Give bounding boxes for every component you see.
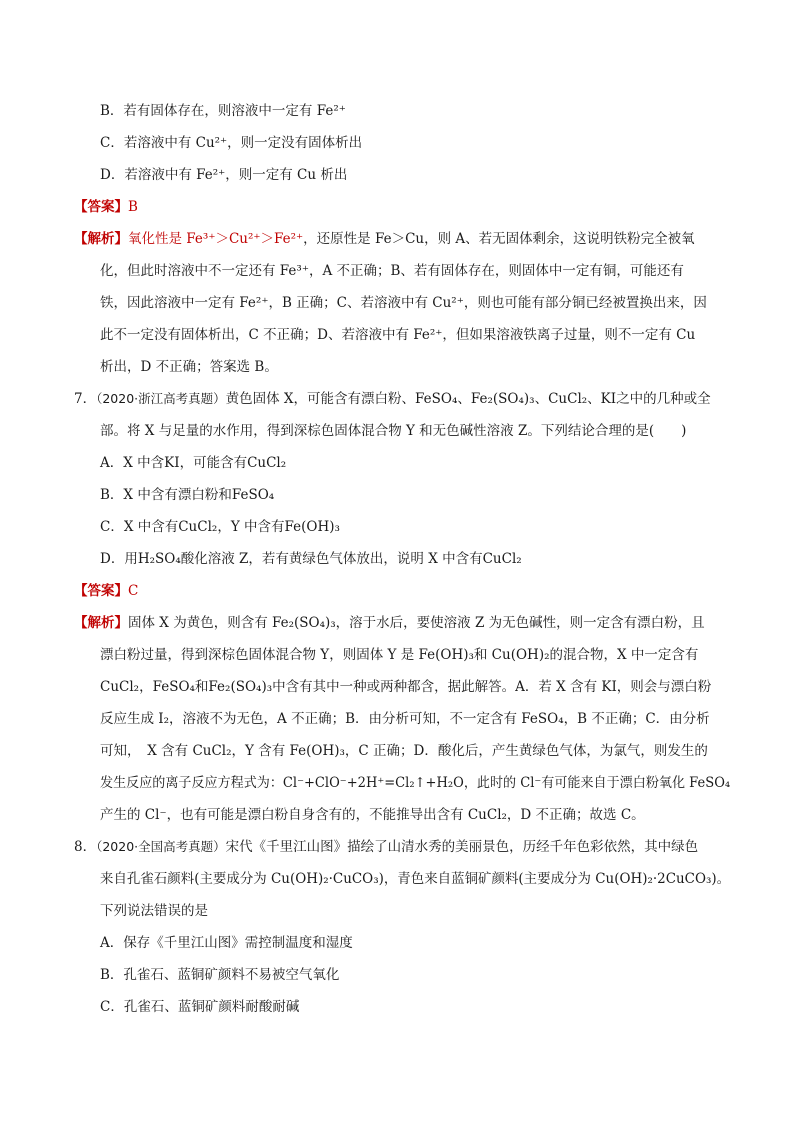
q7-option-a: A．X 中含KI，可能含有CuCl₂ [100,455,287,471]
q8-option-c: C．孔雀石、蓝铜矿颜料耐酸耐碱 [100,999,300,1015]
answer-tag: 【答案】 [74,199,128,215]
q8-stem-line-1 [74,837,698,857]
q6-option-d: D．若溶液中有 Fe²⁺，则一定有 Cu 析出 [100,167,348,183]
analysis-text: 固体 X 为黄色，则含有 Fe₂(SO₄)₃，溶于水后，要使溶液 Z 为无色碱性，则一定含有漂白粉，且 [128,615,705,631]
q7-analysis-line-6: 发生反应的离子反应方程式为：Cl⁻+ClO⁻+2H⁺=Cl₂↑+H₂O，此时的 Cl⁻有可能来自于漂白粉氧化 FeSO₄ [100,775,731,791]
q7-analysis-line-2: 漂白粉过量，得到深棕色固体混合物 Y，则固体 Y 是 Fe(OH)₃和 Cu(OH)₂的混合物，X 中一定含有 [100,647,699,663]
q6-option-c: C．若溶液中有 Cu²⁺，则一定没有固体析出 [100,135,363,151]
q8-stem-line-3: 下列说法错误的是 [100,903,208,919]
question-source: （2020·浙江高考真题） [96,391,226,406]
question-stem: 黄色固体 X，可能含有漂白粉、FeSO₄、Fe₂(SO₄)₃、CuCl₂、KI之中的几种或全 [225,391,711,407]
q7-stem-line-1 [74,389,711,409]
q8-stem-line-2: 来自孔雀石颜料(主要成分为 Cu(OH)₂·CuCO₃)，青色来自蓝铜矿颜料(主要成分为 Cu(OH)₂·2CuCO₃)。 [100,871,731,887]
q7-analysis-line-3: CuCl₂，FeSO₄和Fe₂(SO₄)₃中含有其中一种或两种都含，据此解答。A．若 X 含有 KI，则会与漂白粉 [100,679,712,695]
answer-value: C [128,583,139,599]
q6-option-b: B．若有固体存在，则溶液中一定有 Fe²⁺ [100,103,346,119]
analysis-tag: 【解析】 [74,615,128,631]
analysis-tag: 【解析】 [74,231,128,247]
q6-analysis-line-1 [74,229,695,249]
q6-analysis-line-2: 化，但此时溶液中不一定还有 Fe³⁺，A 不正确；B、若有固体存在，则固体中一定有铜，可能还有 [100,263,684,279]
question-number: 7． [74,391,97,407]
question-number: 8． [74,839,97,855]
question-source: （2020·全国高考真题） [96,839,226,854]
answer-value: B [128,199,138,215]
q6-analysis-line-4: 此不一定没有固体析出，C 不正确；D、若溶液中有 Fe²⁺，但如果溶液铁离子过量，则不一定有 Cu [100,327,696,343]
q7-analysis-line-5: 可知， X 含有 CuCl₂，Y 含有 Fe(OH)₃，C 正确；D．酸化后，产生黄绿色气体，为氯气，则发生的 [100,743,708,759]
q7-analysis-line-1 [74,613,705,633]
q7-option-b: B．X 中含有漂白粉和FeSO₄ [100,487,275,503]
q6-analysis-line-5: 析出，D 不正确；答案选 B。 [100,359,278,375]
q7-option-d: D．用H₂SO₄酸化溶液 Z，若有黄绿色气体放出，说明 X 中含有CuCl₂ [100,551,522,567]
q6-answer-line [74,197,138,217]
q8-option-b: B．孔雀石、蓝铜矿颜料不易被空气氧化 [100,967,340,983]
analysis-highlight: 氧化性是 Fe³⁺＞Cu²⁺＞Fe²⁺ [128,231,304,247]
analysis-text: ，还原性是 Fe＞Cu，则 A、若无固体剩余，这说明铁粉完全被氧 [303,231,695,247]
q7-stem-line-2: 部。将 X 与足量的水作用，得到深棕色固体混合物 Y 和无色碱性溶液 Z。下列结论合理的是( ) [100,423,687,439]
question-stem: 宋代《千里江山图》描绘了山清水秀的美丽景色，历经千年色彩依然，其中绿色 [225,839,699,855]
q7-analysis-line-4: 反应生成 I₂，溶液不为无色，A 不正确；B．由分析可知，不一定含有 FeSO₄，B 不正确；C．由分析 [100,711,710,727]
q7-analysis-line-7: 产生的 Cl⁻，也有可能是漂白粉自身含有的，不能推导出含有 CuCl₂，D 不正确；故选 C。 [100,807,645,823]
q8-option-a: A．保存《千里江山图》需控制温度和湿度 [100,935,353,951]
q6-analysis-line-3: 铁，因此溶液中一定有 Fe²⁺，B 正确；C、若溶液中有 Cu²⁺，则也可能有部分铜已经被置换出来，因 [100,295,707,311]
q7-answer-line [74,581,138,601]
q7-option-c: C．X 中含有CuCl₂，Y 中含有Fe(OH)₃ [100,519,340,535]
answer-tag: 【答案】 [74,583,128,599]
